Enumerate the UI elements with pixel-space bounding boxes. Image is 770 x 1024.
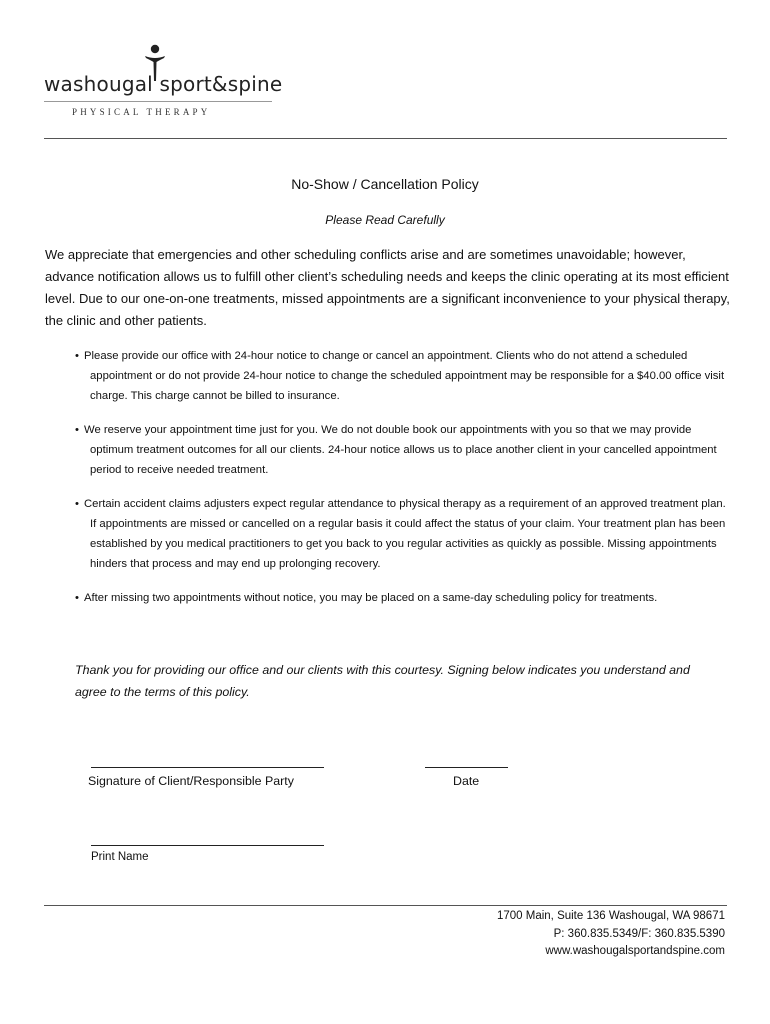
policy-list — [62, 346, 727, 622]
bullet-icon: • — [75, 498, 79, 510]
header-divider — [44, 138, 727, 139]
policy-item-text: Certain accident claims adjusters expect regular attendance to physical therapy as a requirement of an approved treatment plan. If appointments are missed or cancelled on a regular basis it could affect the status of your claim. Your treatment plan has been established by you medical practitioners to get you back to you regular activities as quickly as possible. Missing appointments hinders that process and may end up prolonging recovery. — [84, 498, 726, 570]
policy-item-text: We reserve your appointment time just for you. We do not double book our appointments with you so that we may provide optimum treatment outcomes for all our clients. 24-hour notice allows us to place another client in your cancelled appointment period to receive needed treatment. — [84, 424, 717, 476]
clinic-logo — [44, 44, 283, 122]
footer-address: 1700 Main, Suite 136 Washougal, WA 98671 — [496, 910, 725, 922]
policy-item — [62, 494, 727, 574]
logo-wordmark: washougal sport&spine — [44, 72, 283, 96]
policy-item-text: After missing two appointments without notice, you may be placed on a same-day scheduling policy for treatments. — [84, 592, 658, 604]
bullet-icon: • — [75, 350, 79, 362]
intro-paragraph: We appreciate that emergencies and other scheduling conflicts arise and are sometimes unavoidable; however, advance notification allows us to fulfill other client’s scheduling needs and keeps the clinic operating at its most efficient level. Due to our one-on-one treatments, missed appointments are a significant inconvenience to your physical therapy, the clinic and other patients. — [45, 247, 730, 328]
date-line[interactable] — [425, 767, 508, 768]
bullet-icon: • — [75, 592, 79, 604]
signature-label: Signature of Client/Responsible Party — [88, 774, 294, 788]
policy-item — [62, 420, 727, 480]
print-name-label: Print Name — [91, 851, 149, 863]
page-subtitle: Please Read Carefully — [325, 213, 445, 227]
footer-phone-fax: P: 360.835.5349/F: 360.835.5390 — [553, 927, 725, 940]
policy-item-text: Please provide our office with 24-hour notice to change or cancel an appointment. Clients who do not attend a scheduled appointment or do not provide 24-hour notice to change the scheduled appointment may be responsible for a $40.00 office visit charge. This charge cannot be billed to insurance. — [84, 350, 725, 402]
footer-contact — [497, 908, 725, 961]
closing-statement: Thank you for providing our office and our clients with this courtesy. Signing below indicates you understand and agree to the terms of this policy. — [75, 663, 690, 699]
signature-line[interactable] — [91, 767, 324, 768]
logo-divider — [44, 101, 272, 102]
policy-item — [62, 588, 727, 608]
footer-divider — [44, 905, 727, 906]
date-label: Date — [453, 774, 480, 788]
footer-website[interactable]: www.washougalsportandspine.com — [545, 945, 725, 957]
policy-item — [62, 346, 727, 406]
page-title: No-Show / Cancellation Policy — [291, 176, 479, 192]
bullet-icon: • — [75, 424, 79, 436]
logo-tagline: PHYSICAL THERAPY — [72, 107, 211, 117]
print-name-line[interactable] — [91, 845, 324, 846]
